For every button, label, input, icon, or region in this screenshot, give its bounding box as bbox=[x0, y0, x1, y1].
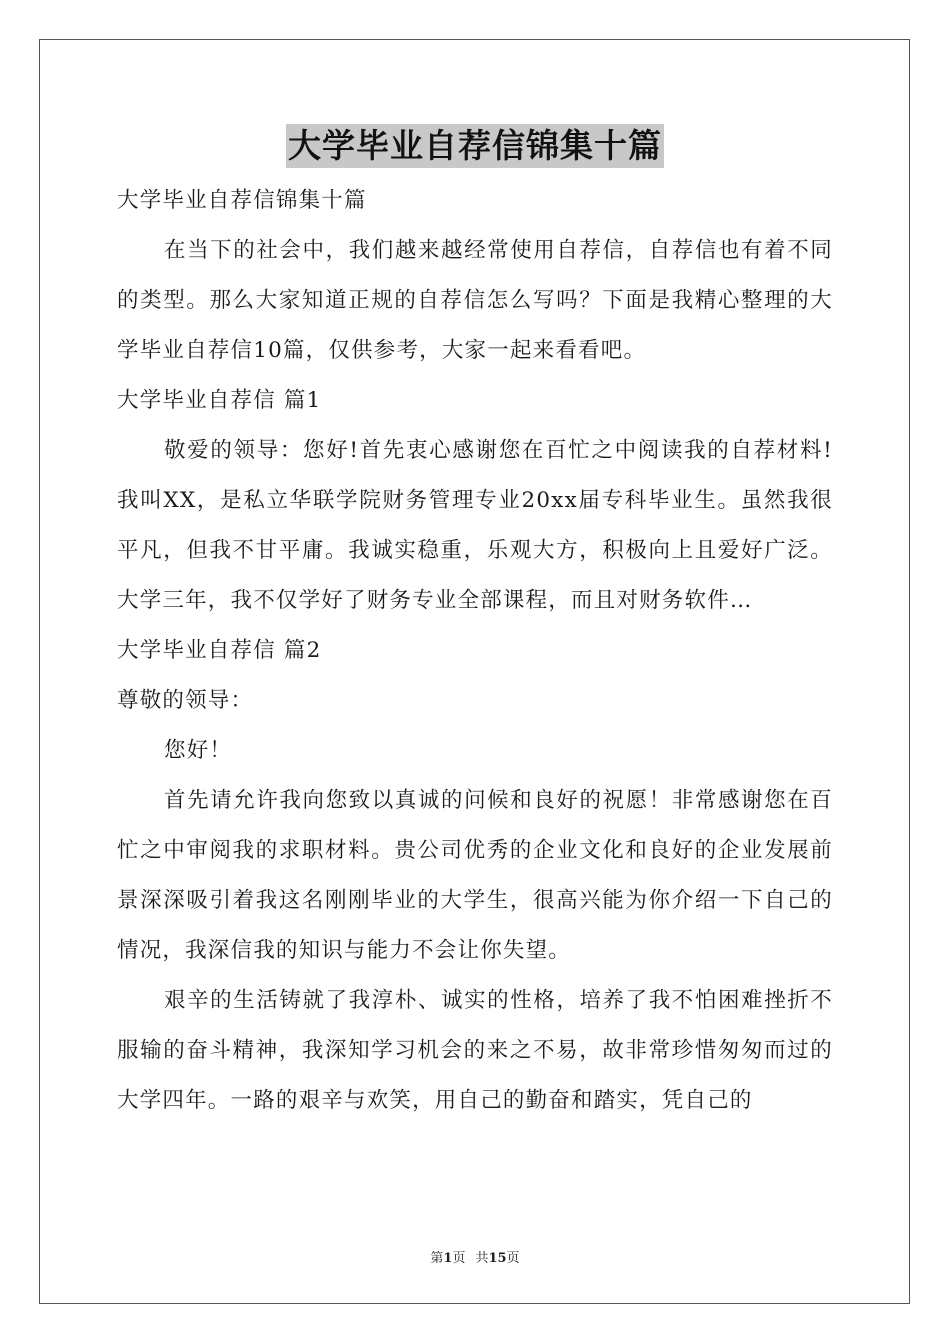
greeting: 您好！ bbox=[164, 738, 233, 763]
total-suffix: 页 bbox=[506, 1251, 520, 1266]
paragraph-letter-2a: 首先请允许我向您致以真诚的问候和良好的祝愿！非常感谢您在百忙之中审阅我的求职材料。贵公司优秀的企业文化和良好的企业发展前景深深吸引着我这名刚刚毕业的大学生，很高兴能为你介绍一下自己的情况，我深信我的知识与能力不会让你失望。 bbox=[117, 788, 833, 963]
salutation: 尊敬的领导： bbox=[117, 688, 254, 713]
section-heading-1: 大学毕业自荐信 篇1 bbox=[117, 388, 322, 413]
document-body bbox=[117, 176, 833, 1126]
document-title: 大学毕业自荐信锦集十篇 bbox=[286, 124, 664, 168]
paragraph-letter-1: 敬爱的领导：您好!首先衷心感谢您在百忙之中阅读我的自荐材料!我叫XX，是私立华联学院财务管理专业20xx届专科毕业生。虽然我很平凡，但我不甘平庸。我诚实稳重，乐观大方，积极向上且爱好广泛。大学三年，我不仅学好了财务专业全部课程，而且对财务软件… bbox=[117, 438, 833, 613]
paragraph-intro: 在当下的社会中，我们越来越经常使用自荐信，自荐信也有着不同的类型。那么大家知道正规的自荐信怎么写吗？下面是我精心整理的大学毕业自荐信10篇，仅供参考，大家一起来看看吧。 bbox=[117, 238, 833, 363]
title-wrap bbox=[0, 124, 950, 168]
page-footer bbox=[0, 1247, 950, 1266]
paragraph-heading: 大学毕业自荐信锦集十篇 bbox=[117, 188, 367, 213]
section-heading-2: 大学毕业自荐信 篇2 bbox=[117, 638, 322, 663]
page-prefix: 第 bbox=[430, 1251, 444, 1266]
paragraph-letter-2b: 艰辛的生活铸就了我淳朴、诚实的性格，培养了我不怕困难挫折不服输的奋斗精神，我深知学习机会的来之不易，故非常珍惜匆匆而过的大学四年。一路的艰辛与欢笑，用自己的勤奋和踏实，凭自己的 bbox=[117, 988, 833, 1113]
page-number: 1 bbox=[443, 1251, 453, 1266]
total-pages: 15 bbox=[488, 1251, 507, 1266]
total-prefix: 共 bbox=[475, 1251, 489, 1266]
page-suffix: 页 bbox=[452, 1251, 466, 1266]
